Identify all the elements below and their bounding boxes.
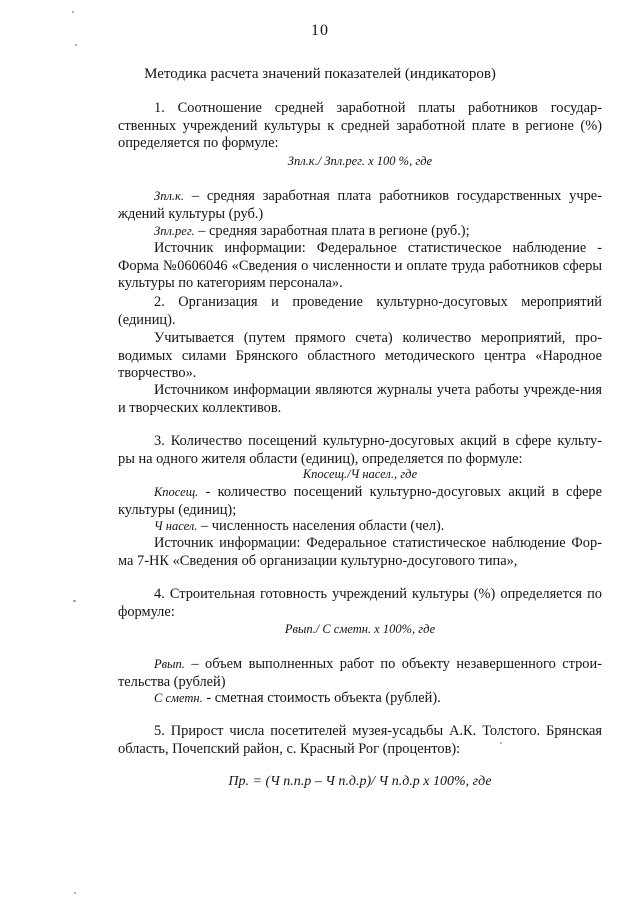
section-heading: Методика расчета значений показателей (индикаторов)	[144, 66, 496, 82]
s1-formula: Зпл.к./ Зпл.рег. х 100 %, где	[287, 154, 433, 168]
s4-term2: С сметн.	[154, 691, 203, 705]
s4-def2	[118, 690, 602, 708]
scan-speck	[73, 600, 76, 602]
s2-intro: 2. Организация и проведение культурно-досуговых мероприятий (единиц).	[118, 294, 602, 328]
s1-def2-text: – средняя заработная плата в регионе (руб.);	[194, 223, 470, 239]
s4-term1: Рвып.	[154, 657, 185, 671]
s1-def1	[118, 188, 602, 223]
s3-intro: 3. Количество посещений культурно-досуговых акций в сфере культу-ры на одного жителя области (единиц), определяется по формуле:	[118, 433, 602, 467]
s3-formula: Кпосещ./Ч насел., где	[302, 467, 418, 481]
s1-def1-text: – средняя заработная плата работников государственных учре-ждений культуры (руб.)	[118, 188, 602, 222]
s1-def2	[118, 223, 602, 241]
s2-count: Учитывается (путем прямого счета) количество мероприятий, про-водимых силами Брянского областного методического центра «Народное творчество».	[118, 330, 602, 381]
s4-intro: 4. Строительная готовность учреждений культуры (%) определяется по формуле:	[118, 586, 602, 620]
s3-def2	[118, 518, 602, 536]
s5-intro: 5. Прирост числа посетителей музея-усадьбы А.К. Толстого. Брянская область, Почепский район, с. Красный Рог (процентов):	[118, 723, 602, 757]
s3-def1-text: - количество посещений культурно-досуговых акций в сфере культуры (единиц);	[118, 484, 602, 518]
s2-source: Источником информации являются журналы учета работы учрежде-ния и творческих коллективов.	[118, 382, 602, 416]
s3-def2-text: – численность населения области (чел).	[197, 518, 445, 534]
s4-def2-text: - сметная стоимость объекта (рублей).	[202, 690, 441, 706]
page-number: 10	[311, 22, 329, 39]
s4-def1	[118, 656, 602, 691]
s4-def1-text: – объем выполненных работ по объекту незавершенного строи-тельства (рублей)	[118, 656, 602, 690]
s1-term1: Зпл.к.	[154, 189, 184, 203]
s4-formula: Рвып./ С сметн. х 100%, где	[284, 622, 436, 636]
scan-speck	[500, 742, 502, 744]
s1-source: Источник информации: Федеральное статистическое наблюдение - Форма №0606046 «Сведения о численности и оплате труда работников сферы культуры по категориям персонала».	[118, 240, 602, 291]
scan-speck	[75, 44, 77, 46]
s3-source: Источник информации: Федеральное статистическое наблюдение Фор-ма 7-НК «Сведения об организации культурно-досугового типа»,	[118, 535, 602, 569]
scan-speck	[72, 11, 74, 13]
s3-term1: Кпосещ.	[154, 485, 199, 499]
s3-def1	[118, 484, 602, 519]
s1-intro: 1. Соотношение средней заработной платы работников государ-ственных учреждений культуры к средней заработной плате в регионе (%) определяется по формуле:	[118, 100, 602, 151]
s3-term2: Ч насел.	[154, 519, 198, 533]
scan-speck	[74, 892, 76, 894]
s5-formula: Пр. = (Ч п.п.р – Ч п.д.р)/ Ч п.д.р х 100%, где	[228, 774, 492, 789]
s1-term2: Зпл.рег.	[154, 224, 195, 238]
